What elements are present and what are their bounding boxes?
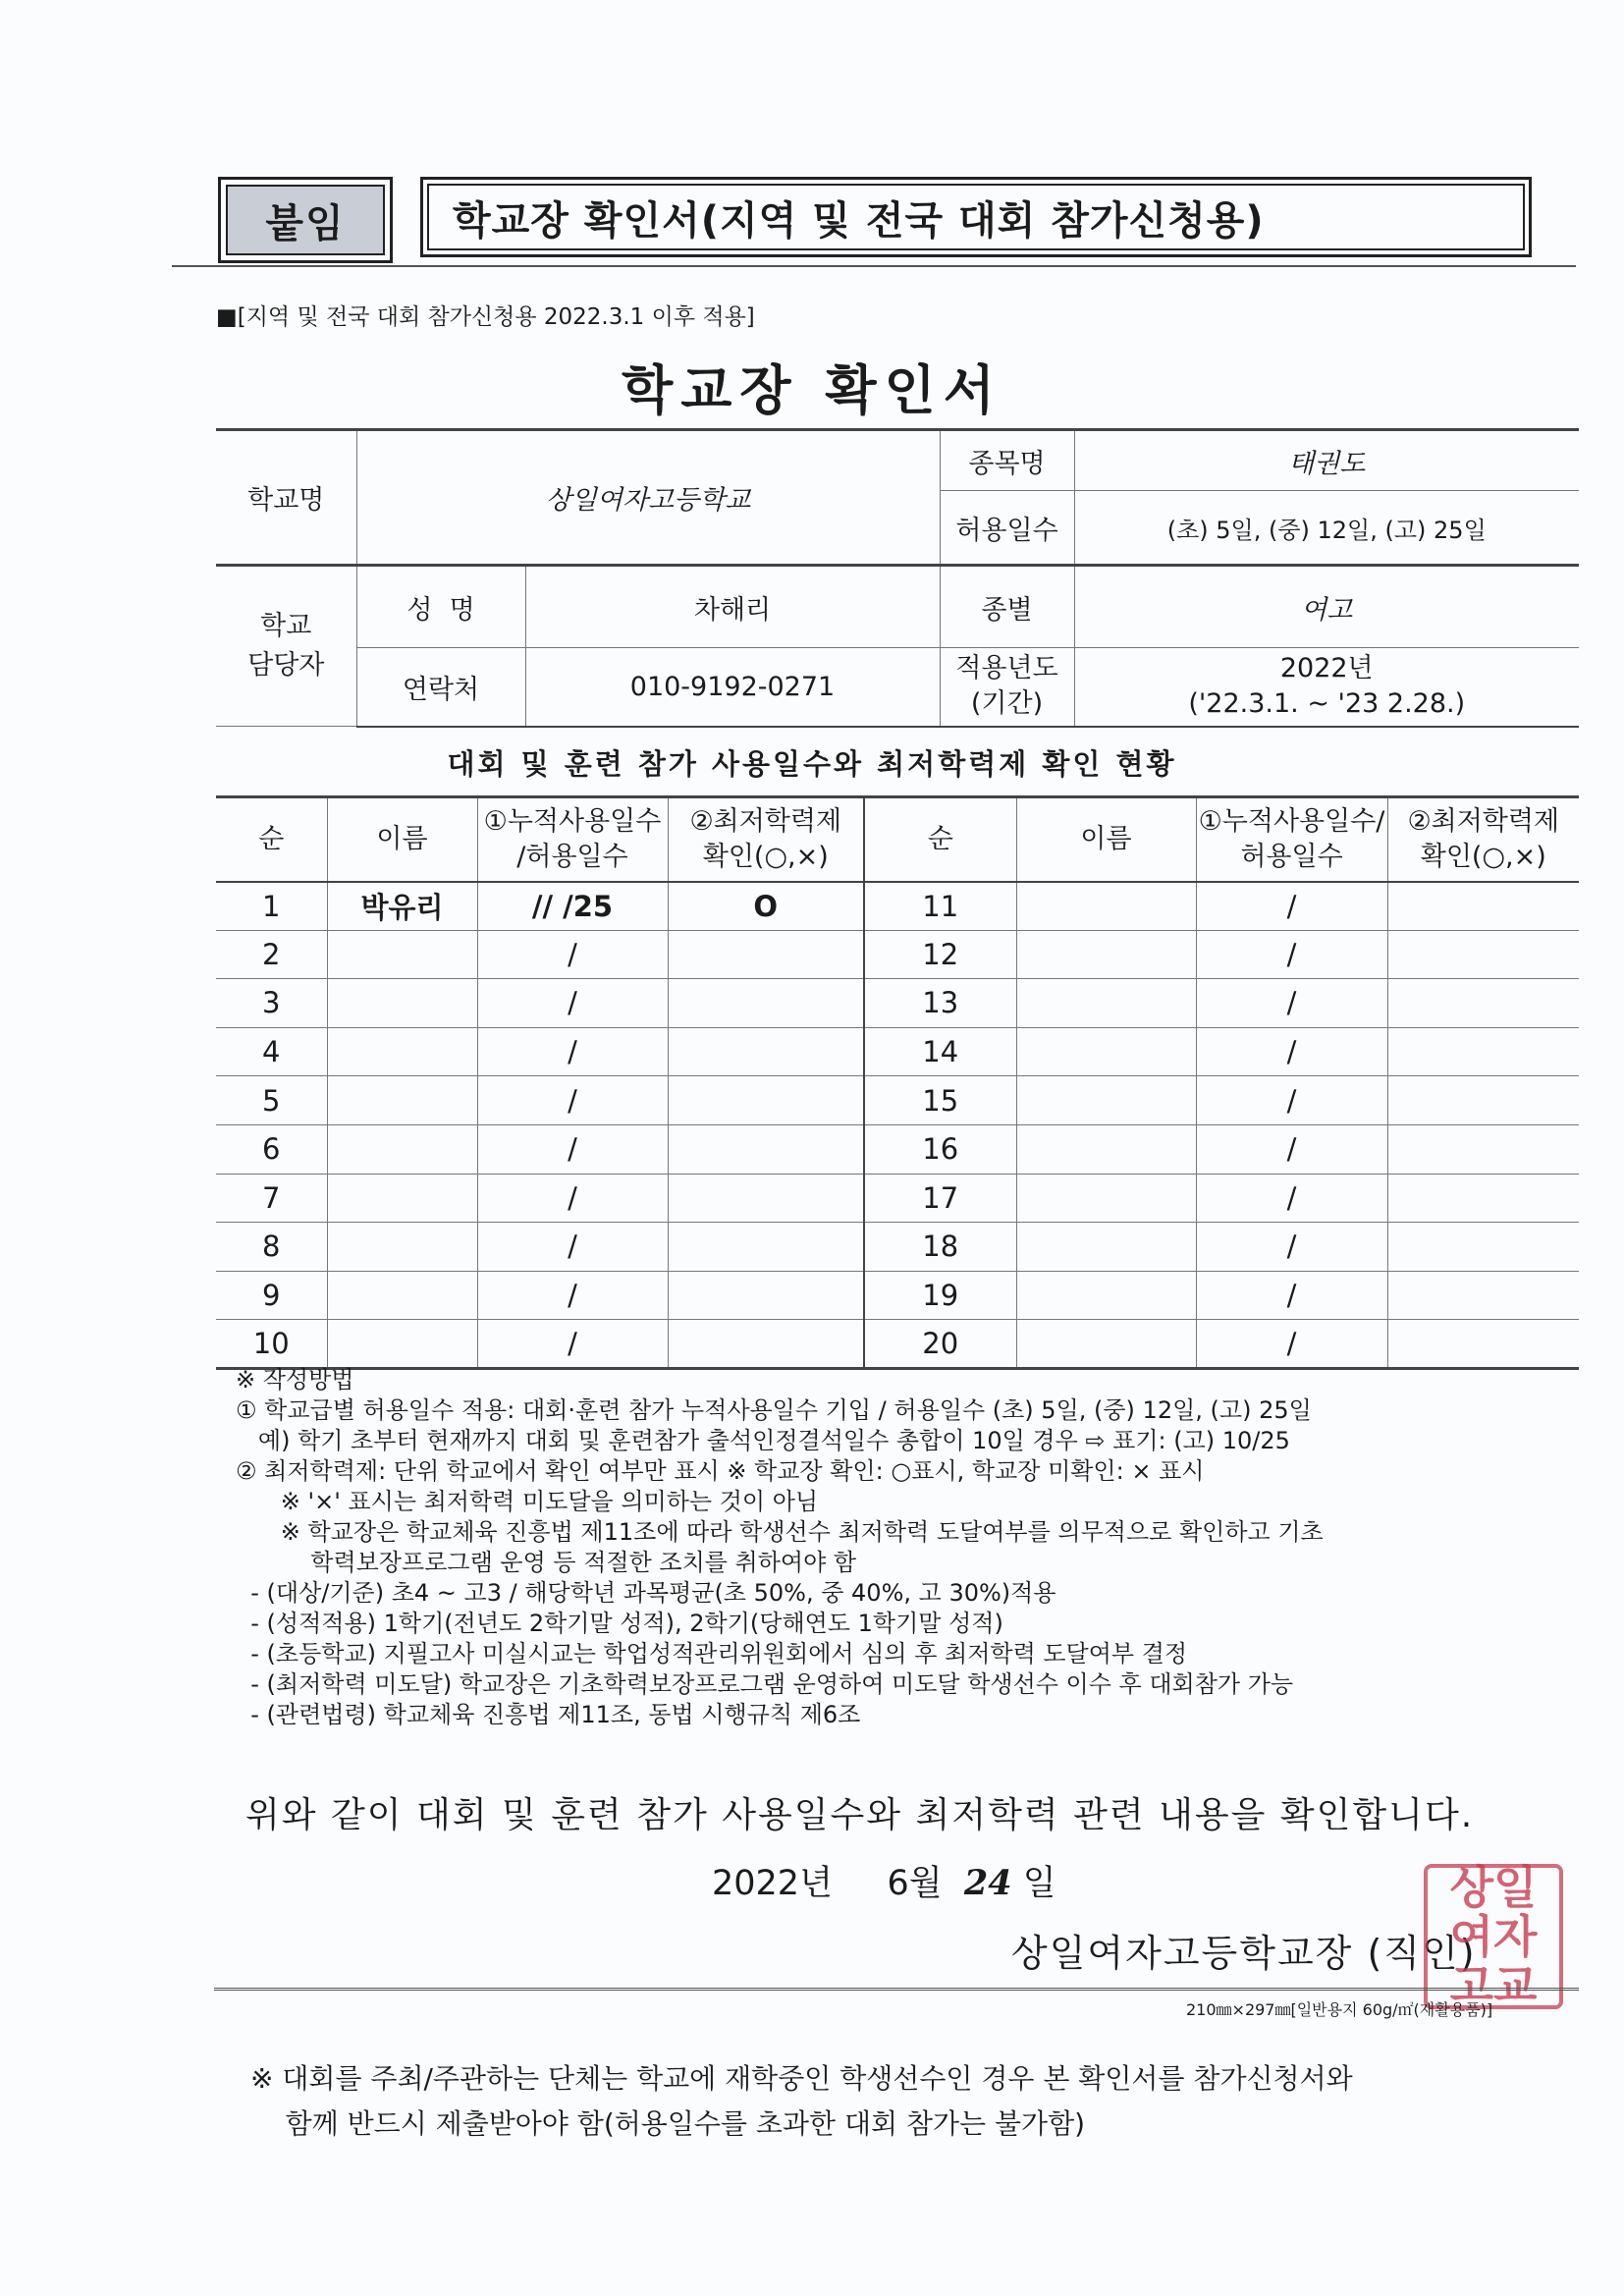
row-no: 19: [864, 1271, 1016, 1320]
allowed-days-value: (초) 5일, (중) 12일, (고) 25일: [1074, 491, 1579, 566]
official-seal: 상일여자고교: [1424, 1864, 1563, 2009]
row-days: /: [1196, 1223, 1387, 1272]
bottom-divider: [214, 1988, 1579, 1991]
row-no: 13: [864, 979, 1016, 1028]
row-check: [668, 1320, 864, 1369]
row-no: 11: [864, 882, 1016, 931]
row-check: [668, 1027, 864, 1076]
row-name: [1016, 930, 1196, 979]
row-check: [668, 1076, 864, 1125]
table-row: [216, 1027, 1579, 1076]
row-no: 5: [216, 1076, 327, 1125]
name-label: 성 명: [356, 566, 525, 648]
row-days: /: [477, 1124, 668, 1174]
row-no: 6: [216, 1124, 327, 1174]
signature-line: [1011, 1923, 1477, 1977]
phone-value: 010-9192-0271: [525, 648, 940, 727]
school-name-value: 상일여자고등학교: [356, 430, 940, 566]
row-name: [1016, 1076, 1196, 1125]
attachment-tag: 붙임: [218, 177, 393, 263]
row-no: 1: [216, 882, 327, 931]
header-divider: [172, 265, 1576, 267]
year-value: 2022년: [1279, 653, 1374, 684]
row-days: /: [477, 1223, 668, 1272]
row-name: [327, 1076, 477, 1125]
row-check: [1387, 1271, 1579, 1320]
row-no: 8: [216, 1223, 327, 1272]
row-check: [668, 930, 864, 979]
row-check: [1387, 930, 1579, 979]
row-check: [668, 1271, 864, 1320]
instruction-line: - (성적적용) 1학기(전년도 2학기말 성적), 2학기(당해연도 1학기말 성적): [236, 1610, 1003, 1637]
header-title: 학교장 확인서(지역 및 전국 대회 참가신청용): [420, 177, 1532, 257]
col-no-2: 순: [864, 797, 1016, 882]
row-no: 2: [216, 930, 327, 979]
event-label: 종목명: [940, 430, 1074, 491]
row-name: [1016, 1027, 1196, 1076]
row-days: /: [1196, 1027, 1387, 1076]
row-name: [327, 1223, 477, 1272]
name-value: 차해리: [525, 566, 940, 648]
date-day-unit: 일: [1022, 1864, 1056, 1903]
row-no: 4: [216, 1027, 327, 1076]
row-name: [1016, 1223, 1196, 1272]
row-days: /: [1196, 1124, 1387, 1174]
applicability-note: ■[지역 및 전국 대회 참가신청용 2022.3.1 이후 적용]: [216, 304, 755, 330]
row-check: [1387, 1027, 1579, 1076]
row-name: [327, 930, 477, 979]
row-name: [1016, 1271, 1196, 1320]
row-check: [668, 1124, 864, 1174]
instruction-line: - (관련법령) 학교체육 진흥법 제11조, 동법 시행규칙 제6조: [236, 1701, 861, 1728]
records-table: [216, 795, 1579, 1370]
row-no: 17: [864, 1174, 1016, 1223]
info-table: [216, 428, 1579, 728]
row-no: 14: [864, 1027, 1016, 1076]
row-days: /: [1196, 1076, 1387, 1125]
table-row: [216, 1174, 1579, 1223]
row-days: /: [477, 1174, 668, 1223]
year-label: 적용년도 (기간): [940, 648, 1074, 727]
row-check: [1387, 1320, 1579, 1369]
row-days: /: [1196, 930, 1387, 979]
year-period: ('22.3.1. ~ '23 2.28.): [1188, 688, 1466, 720]
instruction-line: - (최저학력 미도달) 학교장은 기초학력보장프로그램 운영하여 미도달 학생선수 이수 후 대회참가 가능: [236, 1670, 1294, 1698]
col-name-2: 이름: [1016, 797, 1196, 882]
row-check: [668, 1174, 864, 1223]
col-check-2: ②최저학력제 확인(○,×): [1387, 797, 1579, 882]
event-value: 태권도: [1074, 430, 1579, 491]
row-name: [327, 1124, 477, 1174]
table-row: [216, 882, 1579, 931]
row-days: /: [1196, 1271, 1387, 1320]
col-no: 순: [216, 797, 327, 882]
instruction-line: ② 최저학력제: 단위 학교에서 확인 여부만 표시 ※ 학교장 확인: ○표시, 학교장 미확인: × 표시: [236, 1457, 1205, 1485]
row-no: 20: [864, 1320, 1016, 1369]
row-days: /: [1196, 882, 1387, 931]
row-no: 16: [864, 1124, 1016, 1174]
row-check: [668, 1223, 864, 1272]
instruction-line: 학력보장프로그램 운영 등 적절한 조치를 취하여야 함: [236, 1549, 857, 1576]
table-row: [216, 1223, 1579, 1272]
instruction-line: - (초등학교) 지필고사 미실시교는 학업성적관리위원회에서 심의 후 최저학력 도달여부 결정: [236, 1640, 1188, 1667]
row-days: /: [477, 979, 668, 1028]
row-name: [327, 1271, 477, 1320]
row-name: [1016, 1174, 1196, 1223]
row-no: 15: [864, 1076, 1016, 1125]
col-name: 이름: [327, 797, 477, 882]
date-year: 2022년: [712, 1864, 833, 1903]
row-no: 9: [216, 1271, 327, 1320]
instruction-line: ※ '×' 표시는 최저학력 미도달을 의미하는 것이 아님: [236, 1488, 819, 1515]
date-month: 6월: [887, 1864, 943, 1903]
row-no: 7: [216, 1174, 327, 1223]
row-no: 12: [864, 930, 1016, 979]
row-name: [327, 1174, 477, 1223]
row-check: [1387, 1223, 1579, 1272]
row-days: /: [1196, 979, 1387, 1028]
table-row: [216, 979, 1579, 1028]
row-name: [1016, 882, 1196, 931]
school-name-label: 학교명: [216, 430, 356, 566]
row-check: [1387, 979, 1579, 1028]
footer-note-line: 함께 반드시 제출받아야 함(허용일수를 초과한 대회 참가는 불가함): [250, 2107, 1086, 2140]
form-title: 학교장 확인서: [622, 359, 1002, 421]
table-row: [216, 1124, 1579, 1174]
row-check: [1387, 882, 1579, 931]
table-row: [216, 930, 1579, 979]
instruction-line: ① 학교급별 허용일수 적용: 대회·훈련 참가 누적사용일수 기입 / 허용일수 (초) 5일, (중) 12일, (고) 25일: [236, 1396, 1312, 1424]
date-day: 24: [963, 1863, 1012, 1903]
category-value: 여고: [1074, 566, 1579, 648]
row-days: /: [1196, 1174, 1387, 1223]
row-days: /: [1196, 1320, 1387, 1369]
row-check: [1387, 1124, 1579, 1174]
row-days: /: [477, 1076, 668, 1125]
row-days: /: [477, 1271, 668, 1320]
row-check: [1387, 1076, 1579, 1125]
row-check: [1387, 1174, 1579, 1223]
row-no: 18: [864, 1223, 1016, 1272]
row-days: // /25: [477, 882, 668, 931]
row-days: /: [477, 1027, 668, 1076]
instruction-line: ※ 학교장은 학교체육 진흥법 제11조에 따라 학생선수 최저학력 도달여부를 의무적으로 확인하고 기초: [236, 1518, 1324, 1546]
row-no: 10: [216, 1320, 327, 1369]
col-days-2: ①누적사용일수/ 허용일수: [1196, 797, 1387, 882]
date-line: [712, 1856, 1056, 1905]
allowed-days-label: 허용일수: [940, 491, 1074, 566]
instructions: [236, 1365, 1591, 1730]
footer-note: [250, 2056, 1353, 2147]
principal-title: 상일여자고등학교장: [1011, 1932, 1354, 1975]
col-days: ①누적사용일수 /허용일수: [477, 797, 668, 882]
table-row: [216, 1320, 1579, 1369]
contact-person-label: 학교 담당자: [216, 566, 356, 727]
row-no: 3: [216, 979, 327, 1028]
table-row: [216, 1271, 1579, 1320]
instruction-line: - (대상/기준) 초4 ~ 고3 / 해당학년 과목평균(초 50%, 중 40%, 고 30%)적용: [236, 1579, 1056, 1607]
phone-label: 연락처: [356, 648, 525, 727]
row-name: [1016, 1124, 1196, 1174]
row-days: /: [477, 930, 668, 979]
row-name: [1016, 979, 1196, 1028]
instructions-heading: ※ 작성방법: [236, 1366, 354, 1394]
col-check: ②최저학력제 확인(○,×): [668, 797, 864, 882]
row-name: 박유리: [327, 882, 477, 931]
seal-label: (직인): [1367, 1932, 1477, 1975]
row-name: [327, 1320, 477, 1369]
row-name: [327, 1027, 477, 1076]
year-cell: [1074, 648, 1579, 727]
row-days: /: [477, 1320, 668, 1369]
row-name: [1016, 1320, 1196, 1369]
instruction-line: 예) 학기 초부터 현재까지 대회 및 훈련참가 출석인정결석일수 총합이 10일 경우 ⇨ 표기: (고) 10/25: [236, 1427, 1290, 1454]
table-row: [216, 1076, 1579, 1125]
row-check: O: [668, 882, 864, 931]
section-heading: 대회 및 훈련 참가 사용일수와 최저학력제 확인 현황: [447, 747, 1177, 781]
paper-spec: 210㎜×297㎜[일반용지 60g/㎡(재활용품)]: [1186, 2000, 1493, 2019]
row-name: [327, 979, 477, 1028]
confirm-statement: 위와 같이 대회 및 훈련 참가 사용일수와 최저학력 관련 내용을 확인합니다.: [245, 1795, 1475, 1835]
footer-note-line: ※ 대회를 주최/주관하는 단체는 학교에 재학중인 학생선수인 경우 본 확인서를 참가신청서와: [250, 2062, 1353, 2095]
row-check: [668, 979, 864, 1028]
category-label: 종별: [940, 566, 1074, 648]
